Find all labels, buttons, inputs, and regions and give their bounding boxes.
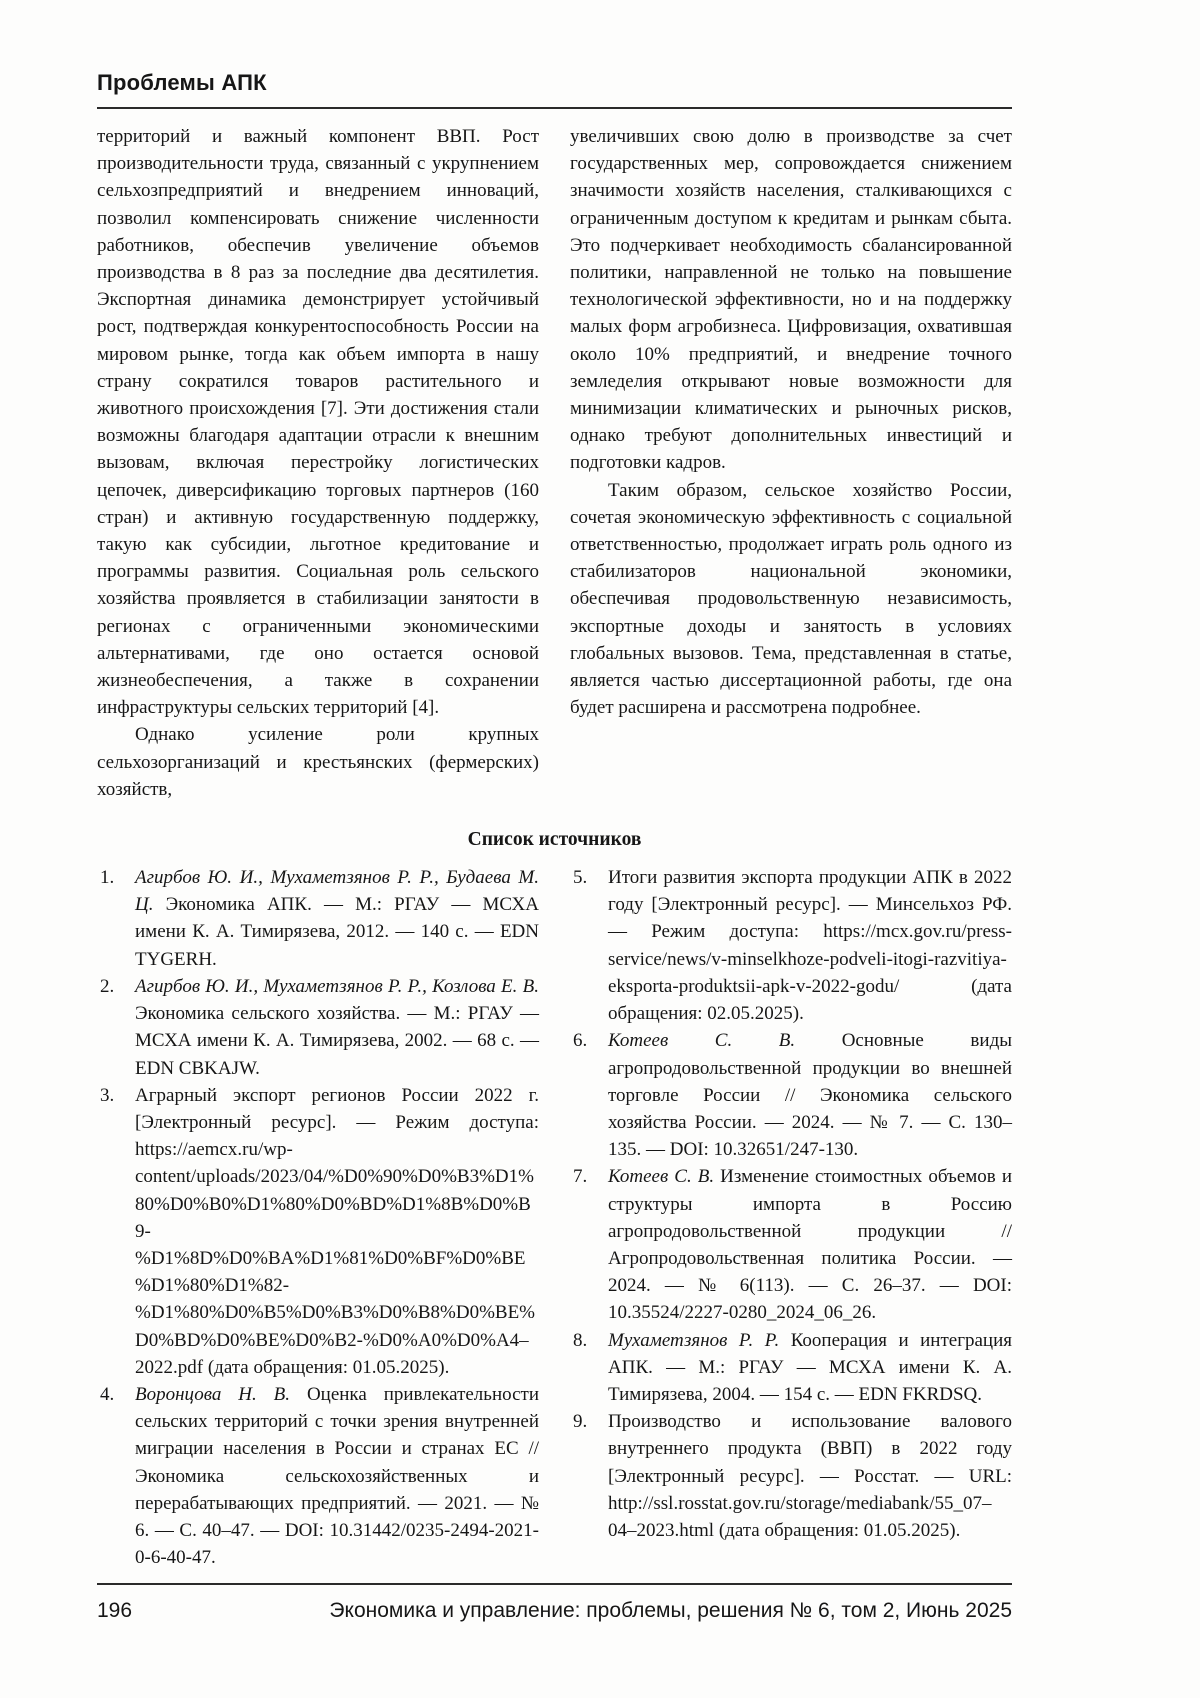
body-paragraph: территорий и важный компонент ВВП. Рост производительности труда, связанный с укрупнением сельхозпредприятий и внедрением инноваций, позволил компенсировать снижение численности работников, обеспечив увеличение объемов производства в 8 раз за последние два десятилетия. Экспортная динамика демонстрирует устойчивый рост, подтверждая конкурентоспособность России на мировом рынке, тогда как объем импорта в нашу страну сократился товаров растительного и животного происхождения [7]. Эти достижения стали возможны благодаря адаптации отрасли к внешним вызовам, включая перестройку логистических цепочек, диверсификацию торговых партнеров (160 стран) и активную государственную поддержку, такую как субсидии, льготное кредитование и программы развития. Социальная роль сельского хозяйства проявляется в стабилизации занятости в регионах с ограниченными экономическими альтернативами, где оно остается основой жизнеобеспечения, а также в сохранении инфраструктуры сельских территорий [4].: [97, 126, 539, 719]
reference-text: Производство и использование валового внутреннего продукта (ВВП) в 2022 году [Электронный ресурс]. — Росстат. — URL: http://ssl.rosstat.gov.ru/storage/mediabank/55_07–04–2023.html (дата обращения: 01.05.2025).: [608, 1411, 1012, 1541]
body-left-column: [97, 123, 539, 803]
reference-item: [570, 864, 1012, 1027]
reference-text: Оценка привлекательности сельских территорий с точки зрения внутренней миграции населения в России и странах ЕС // Экономика сельскохозяйственных и перерабатывающих предприятий. — 2021. — № 6. — С. 40–47. — DOI: 10.31442/0235-2494-2021-0-6-40-47.: [135, 1383, 539, 1569]
reference-authors: Агирбов Ю. И., Мухаметзянов Р. Р., Будаева М. Ц.: [135, 867, 539, 916]
reference-item: [97, 1381, 539, 1571]
reference-item: [570, 1163, 1012, 1326]
reference-text: Экономика АПК. — М.: РГАУ — МСХА имени К. А. Тимирязева, 2012. — 140 с. — EDN TYGERH.: [135, 894, 539, 970]
reference-text: Экономика сельского хозяйства. — М.: РГАУ — МСХА имени К. А. Тимирязева, 2002. — 68 с. — EDN CBKAJW.: [135, 1003, 539, 1079]
reference-text: Итоги развития экспорта продукции АПК в 2022 году [Электронный ресурс]. — Минсельхоз РФ. — Режим доступа: https://mcx.gov.ru/press-service/news/v-minselkhoze-podveli-itogi-razvitiya-eksporta-produktsii-apk-v-2022-godu/ (дата обращения: 02.05.2025).: [608, 867, 1012, 1025]
article-body: [97, 123, 1012, 803]
reference-number: 1.: [100, 867, 115, 889]
reference-number: 2.: [100, 975, 115, 997]
reference-authors: Агирбов Ю. И., Мухаметзянов Р. Р., Козлова Е. В.: [135, 975, 539, 997]
reference-number: 8.: [573, 1329, 588, 1351]
references-left-column: [97, 864, 539, 1571]
reference-text: Кооперация и интеграция АПК. — М.: РГАУ — МСХА имени К. А. Тимирязева, 2004. — 154 с. — EDN FKRDSQ.: [608, 1329, 1012, 1405]
reference-item: [570, 1327, 1012, 1409]
page-footer: [97, 1583, 1012, 1623]
reference-text: Изменение стоимостных объемов и структуры импорта в Россию агропродовольственной продукции // Агропродовольственная политика России. — 2024. — № 6(113). — С. 26–37. — DOI: 10.35524/2227-0280_2024_06_26.: [608, 1166, 1012, 1324]
references-title: Список источников: [467, 829, 642, 851]
reference-authors: Мухаметзянов Р. Р.: [608, 1329, 791, 1351]
header-rule: [97, 107, 1012, 109]
reference-number: 5.: [573, 867, 588, 889]
body-paragraph: увеличивших свою долю в производстве за счет государственных мер, сопровождается снижением значимости хозяйств населения, сталкивающихся с ограниченным доступом к кредитам и рынкам сбыта. Это подчеркивает необходимость сбалансированной политики, направленной не только на повышение технологической эффективности, но и на поддержку малых форм агробизнеса. Цифровизация, охватившая около 10% предприятий, и внедрение точного земледелия открывают новые возможности для минимизации климатических и рыночных рисков, однако требуют дополнительных инвестиций и подготовки кадров.: [570, 126, 1012, 474]
reference-item: [97, 973, 539, 1082]
references-right-column: [570, 864, 1012, 1571]
body-paragraph: Однако усиление роли крупных сельхозорганизаций и крестьянских (фермерских) хозяйств,: [97, 724, 539, 800]
body-right-column: [570, 123, 1012, 803]
reference-item: [97, 864, 539, 973]
references-section: [97, 864, 1012, 1571]
reference-authors: Воронцова Н. В.: [135, 1383, 307, 1405]
reference-number: 4.: [100, 1383, 115, 1405]
reference-number: 3.: [100, 1084, 115, 1106]
reference-item: [97, 1082, 539, 1381]
reference-item: [570, 1408, 1012, 1544]
reference-text: Аграрный экспорт регионов России 2022 г. [Электронный ресурс]. — Режим доступа: https://aemcx.ru/wp-content/uploads/2023/04/%D0%90%D0%B3%D1%80%D0%B0%D1%80%D0%BD%D1%8B%D0%B9-%D1%8D%D0%BA%D1%81%D0%BF%D0%BE%D1%80%D1%82-%D1%80%D0%B5%D0%B3%D0%B8%D0%BE%D0%BD%D0%BE%D0%B2-%D0%A0%D0%A4–2022.pdf (дата обращения: 01.05.2025).: [135, 1084, 539, 1378]
page-number: 196: [97, 1599, 133, 1622]
reference-authors: Котеев С. В.: [608, 1166, 721, 1188]
reference-number: 9.: [573, 1411, 588, 1433]
page-header: [97, 70, 1012, 109]
reference-text: Основные виды агропродовольственной продукции во внешней торговле России // Экономика сельского хозяйства России. — 2024. — № 7. — С. 130–135. — DOI: 10.32651/247-130.: [608, 1030, 1012, 1161]
reference-number: 6.: [573, 1030, 588, 1052]
journal-title: Экономика и управление: проблемы, решения № 6, том 2, Июнь 2025: [329, 1599, 1012, 1622]
reference-item: [570, 1027, 1012, 1163]
section-title: Проблемы АПК: [97, 70, 267, 95]
reference-authors: Котеев С. В.: [608, 1030, 842, 1052]
reference-number: 7.: [573, 1166, 588, 1188]
body-paragraph: Таким образом, сельское хозяйство России, сочетая экономическую эффективность с социальной ответственностью, продолжает играть роль одного из стабилизаторов национальной экономики, обеспечивая продовольственную независимость, экспортные доходы и занятость в условиях глобальных вызовов. Тема, представленная в статье, является частью диссертационной работы, где она будет расширена и рассмотрена подробнее.: [570, 479, 1012, 719]
